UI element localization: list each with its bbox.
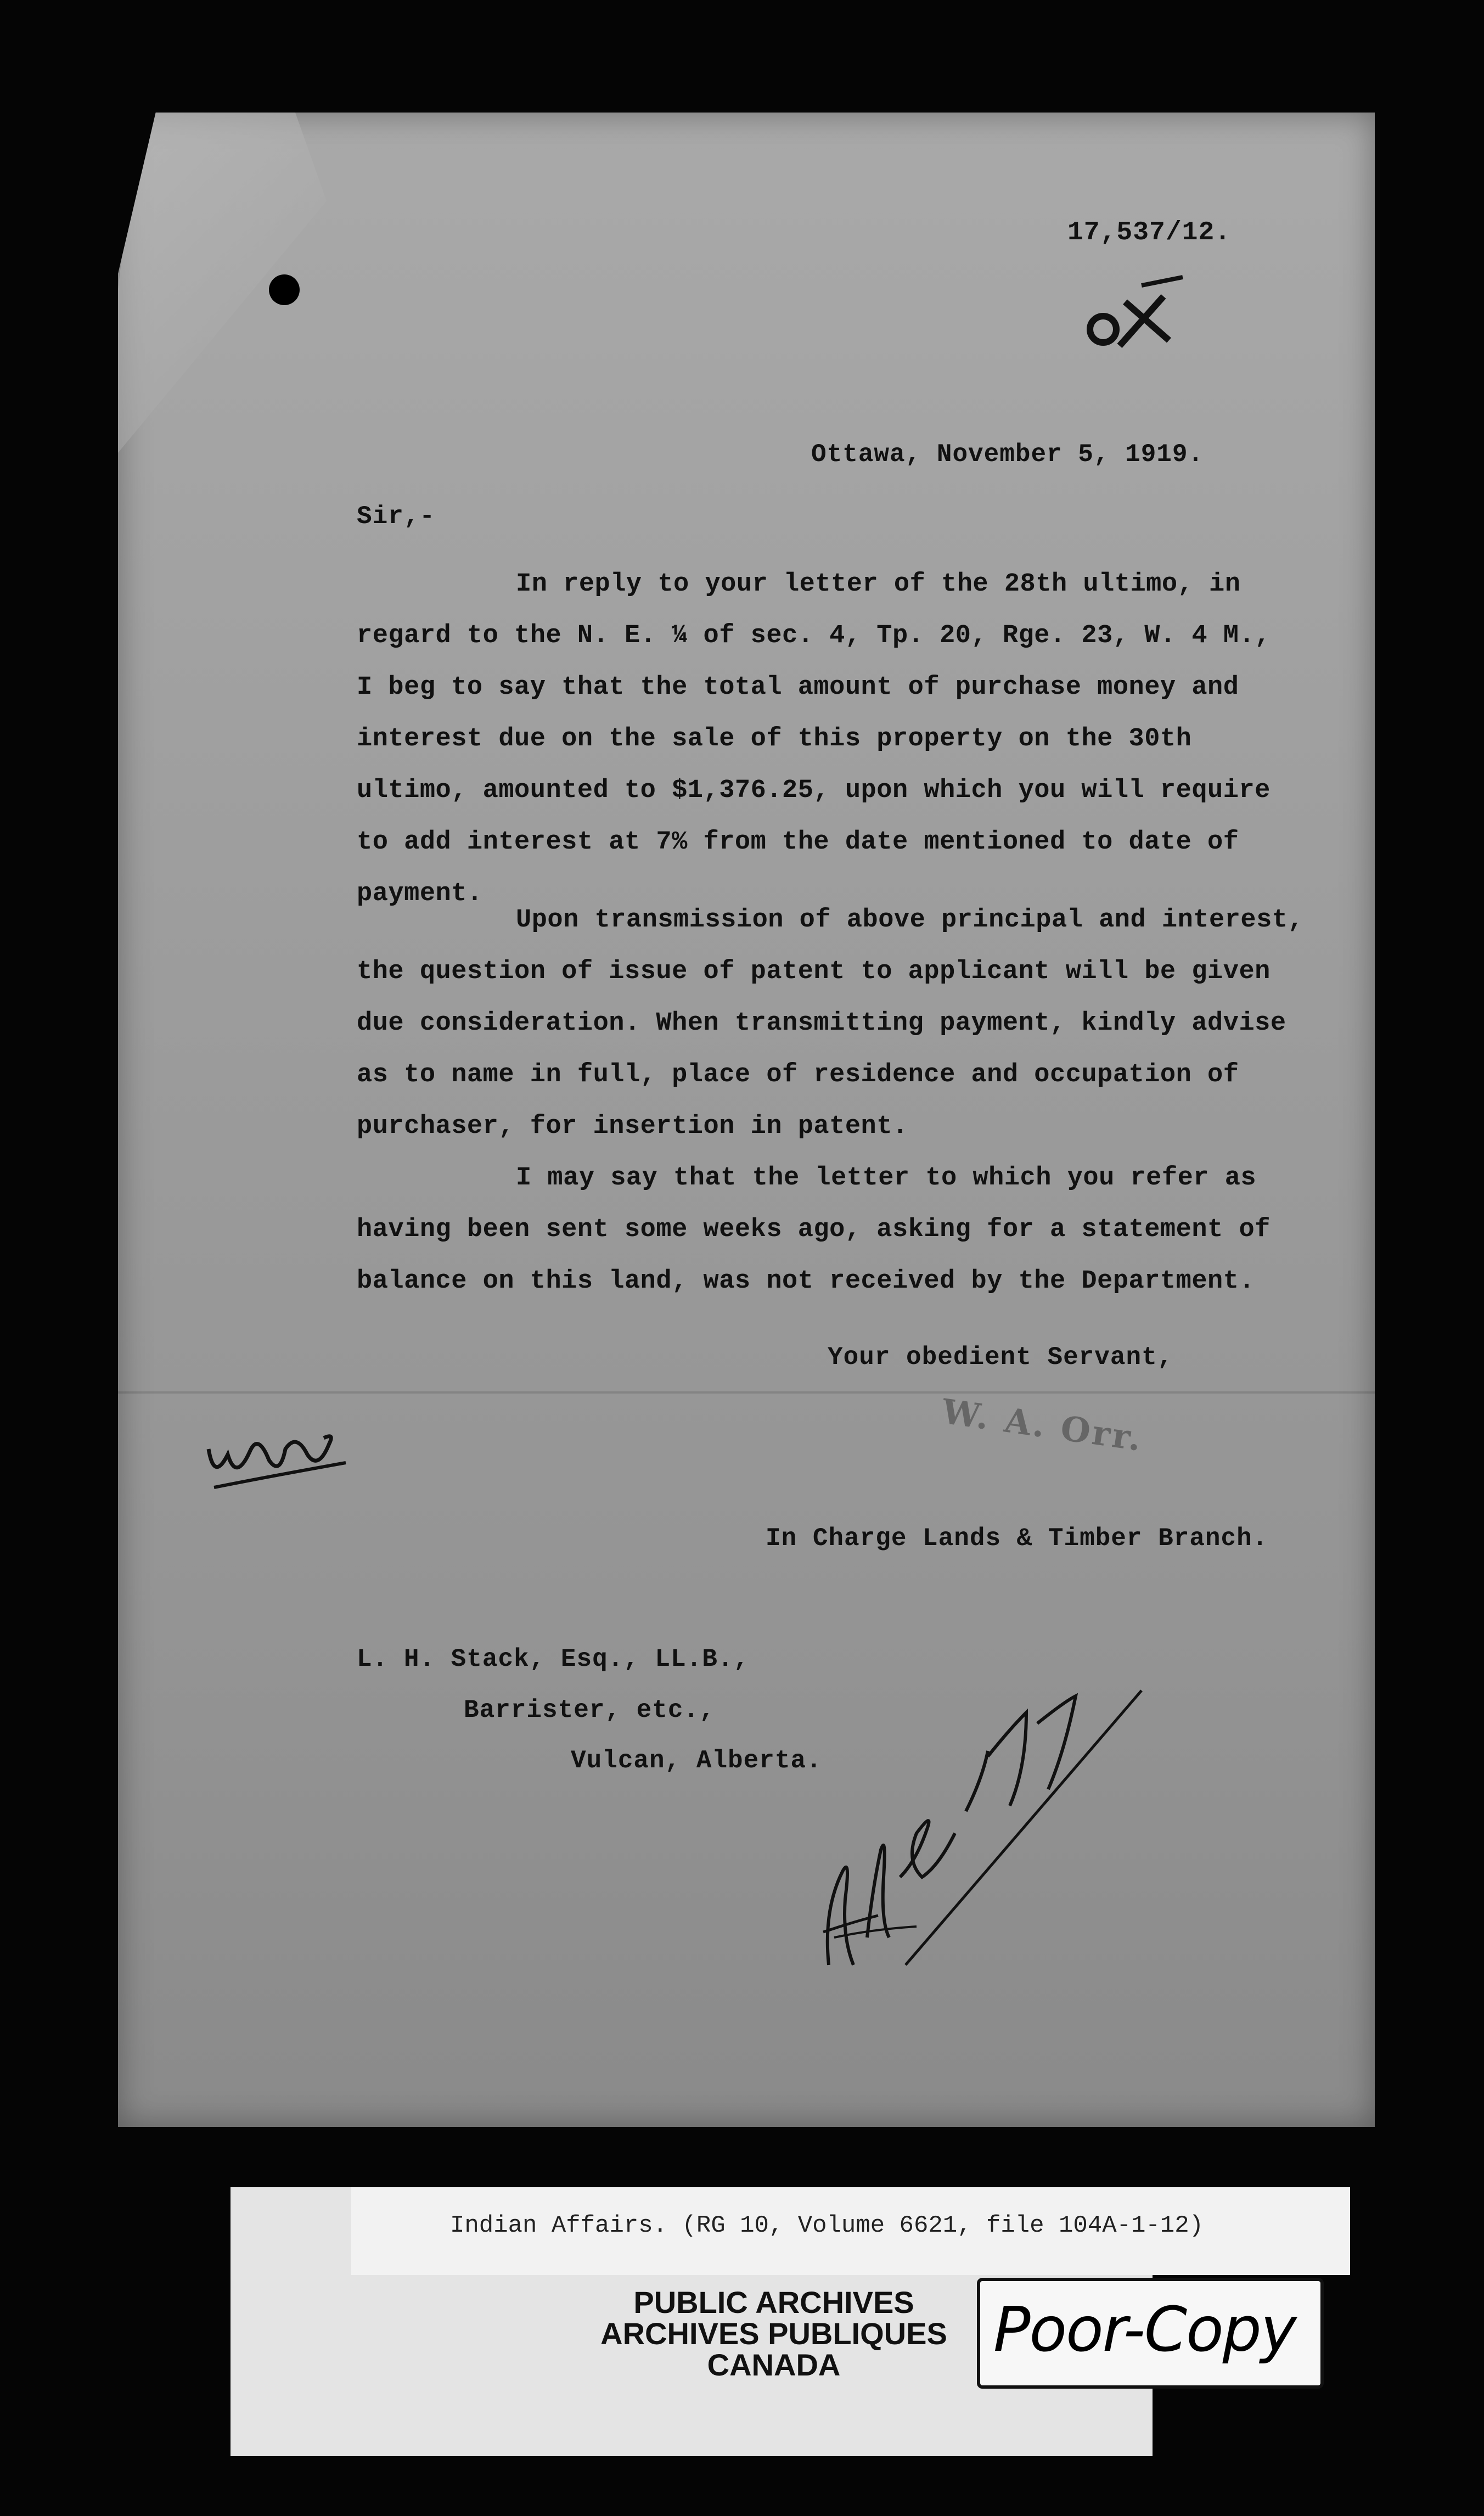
archive-reference: Indian Affairs. (RG 10, Volume 6621, file 104A-1-12) [450, 2212, 1204, 2239]
paragraph-3: I may say that the letter to which you refer as having been sent some weeks ago, asking for a statement of balance on this land, was not received by the Department. [357, 1164, 1271, 1296]
stamp-mark [1076, 263, 1185, 362]
poor-copy-note: Poor-Copy [993, 2294, 1296, 2366]
handwritten-file-note [790, 1680, 1174, 2009]
file-number: 17,537/12. [1067, 218, 1232, 248]
addressee-name: L. H. Stack, Esq., LL.B., [357, 1645, 750, 1673]
archives-line-3: CANADA [707, 2347, 841, 2382]
closing: Your obedient Servant, [828, 1343, 1173, 1372]
addressee-location: Vulcan, Alberta. [571, 1746, 822, 1775]
signer-title: In Charge Lands & Timber Branch. [766, 1524, 1268, 1553]
addressee-title: Barrister, etc., [464, 1696, 715, 1725]
paragraph-1: In reply to your letter of the 28th ultimo, in regard to the N. E. ¼ of sec. 4, Tp. 20, Rge. 23, W. 4 M., I beg to say that the total amount of purchase money and interest due on the sale of this property on the 30th ultimo, amounted to $1,376.25, upon which you will require to add interest at 7% from the date mentioned to date of payment. [357, 570, 1271, 908]
signature-stamp: W. A. Orr. [939, 1391, 1146, 1459]
dateline: Ottawa, November 5, 1919. [811, 440, 1204, 469]
stamp-mark-text: OX [1076, 263, 1077, 264]
archives-line-1: PUBLIC ARCHIVES [633, 2285, 914, 2320]
page-fold [118, 1391, 1375, 1394]
salutation: Sir,- [357, 502, 436, 531]
archives-line-2: ARCHIVES PUBLIQUES [600, 2316, 947, 2351]
punch-hole [269, 274, 300, 305]
handwritten-initials [198, 1400, 362, 1509]
paragraph-2: Upon transmission of above principal and interest, the question of issue of patent to applicant will be given due consideration. When transmitting payment, kindly advise as to name in full, place of residence and occupation of purchaser, for insertion in patent. [357, 906, 1304, 1141]
